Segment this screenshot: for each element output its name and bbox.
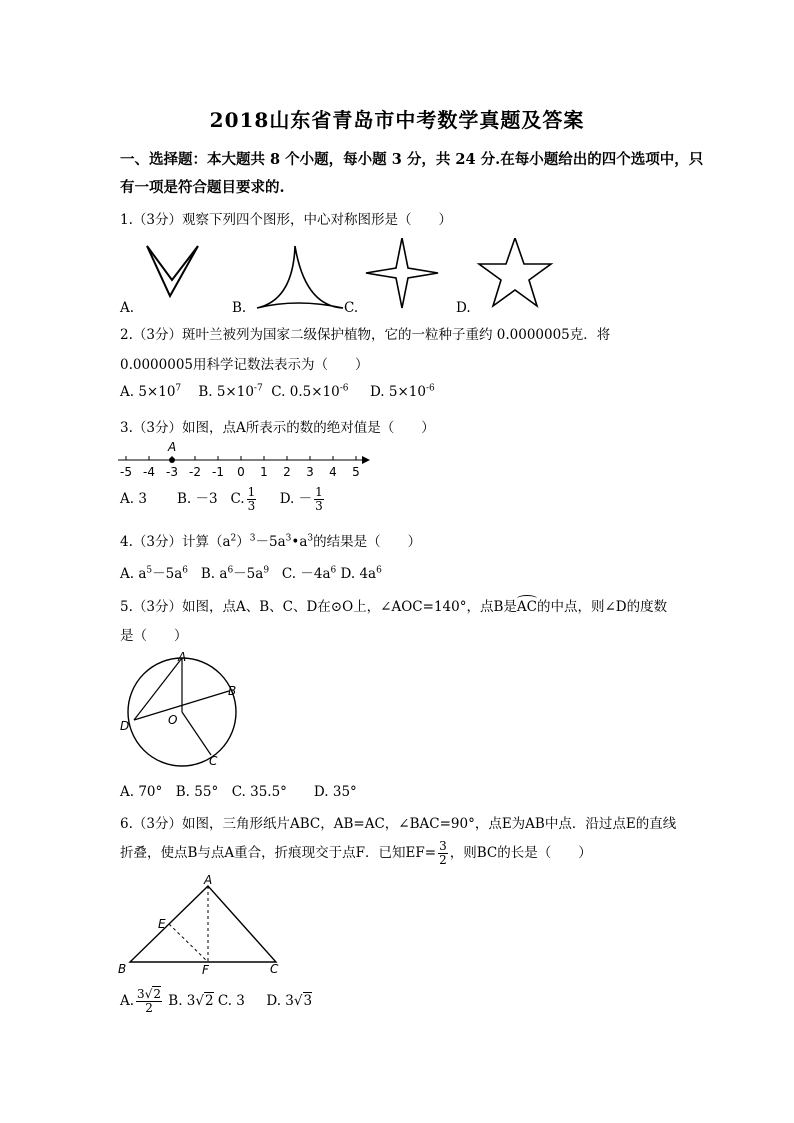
q1-option-c-label: C. (344, 300, 359, 316)
label-d: D (120, 719, 130, 733)
q2-option-c: C. 0.5×10 (271, 384, 340, 400)
q2-option-c-exp: -6 (339, 383, 349, 394)
q2-line2: 0.0000005用科学记数法表示为（ ） (120, 357, 369, 373)
point-a-dot (169, 457, 175, 463)
q4-option-d: D. $4a^6$ (340, 565, 382, 582)
page-title: 2018山东省青岛市中考数学真题及答案 (209, 108, 585, 132)
arc-ac: AC (516, 599, 537, 615)
q5-options: A. 70° B. 55° C. 35.5° D. 35° (120, 784, 357, 800)
number-line-tick-label: 2 (283, 465, 291, 479)
number-line-tick-label: -2 (189, 465, 201, 479)
q1-option-a-label: A. (120, 300, 135, 316)
q4-option-a: A. $a^5-5a^6$ (120, 565, 188, 582)
q1-figure-d-five-point-star (479, 238, 551, 306)
q6-option-c: C. 3 (217, 993, 245, 1009)
q1-option-b-label: B. (232, 300, 247, 316)
q2-option-d-exp: -6 (425, 383, 435, 394)
label-f: F (202, 963, 209, 977)
q6-option-a: A. $\frac{3√2}{2}$ (120, 987, 161, 1015)
q6-line1: 6.（3分）如图，三角形纸片ABC，AB=AC，∠BAC=90°，点E为AB中点．沿过点E的直线 (120, 816, 677, 832)
q3-option-b: B. －3 (176, 491, 218, 507)
q6-ef-fraction: $\frac{3}{2}$ (439, 839, 447, 867)
label-o: O (168, 713, 178, 727)
number-line-tick-label: 5 (352, 465, 360, 479)
q1-figure-a-chevron (147, 246, 198, 296)
segment-oc (182, 712, 211, 755)
number-line-tick-label: -1 (212, 465, 224, 479)
number-line-tick-label: -3 (166, 465, 178, 479)
q4-option-c: C. $-4a^6$ (281, 565, 337, 582)
label-e: E (158, 917, 166, 931)
q5-line1: 5.（3分）如图，点A、B、C、D在⊙O上，∠AOC=140°，点B是AC的中点，则∠D的度数 (120, 599, 668, 615)
q2-option-a: A. 5×10 (120, 384, 176, 400)
segment-da (134, 658, 182, 720)
q3-option-c-fraction: $\frac{1}{3}$ (247, 485, 256, 513)
q2-options (120, 384, 435, 400)
q2-option-b-exp: -7 (253, 383, 263, 394)
number-line-tick-label: 1 (260, 465, 268, 479)
label-c: C (270, 962, 279, 976)
q4-options (120, 562, 382, 582)
label-b: B (118, 962, 127, 976)
segment-ef (169, 924, 208, 962)
q3-stem: 3.（3分）如图，点A所表示的数的绝对值是（ ） (120, 420, 435, 436)
number-line-tick-label: 0 (237, 465, 245, 479)
number-line-arrow-icon (362, 456, 370, 464)
number-line-tick-label: 3 (306, 465, 314, 479)
label-b: B (228, 684, 237, 698)
q5-circle-figure (112, 648, 252, 770)
q3-options (120, 486, 326, 513)
q5-line2: 是（ ） (120, 628, 188, 644)
q1-figure-b-curved-triangle (257, 246, 343, 308)
q2-line1: 2.（3分）斑叶兰被列为国家二级保护植物，它的一粒种子重约 0.0000005克．将 (120, 327, 611, 343)
q2-option-d: D. 5×10 (369, 384, 426, 400)
q6-triangle-figure (112, 872, 292, 980)
q6-option-b: B. 3√2 (168, 993, 214, 1009)
q1-figure-c-four-point-star (366, 238, 438, 308)
label-a: A (178, 650, 187, 664)
q3-option-d: D. － (279, 491, 313, 507)
q6-options (120, 988, 312, 1015)
q3-option-d-fraction: $\frac{1}{3}$ (315, 485, 323, 513)
section-heading-line1: 一、选择题：本大题共 8 个小题，每小题 3 分，共 24 分.在每小题给出的四个选项中，只 (120, 151, 704, 168)
q3-option-c: C. (230, 491, 245, 507)
q6-option-d: D. 3√3 (266, 993, 313, 1009)
q4-option-b: B. $a^6-5a^9$ (200, 565, 270, 582)
q1-option-d-label: D. (456, 300, 471, 316)
triangle-abc (130, 886, 276, 962)
label-a: A (204, 873, 213, 887)
section-heading-line2: 有一项是符合题目要求的. (120, 179, 285, 196)
number-line-tick-label: 4 (329, 465, 337, 479)
q1-stem: 1.（3分）观察下列四个图形，中心对称图形是（ ） (120, 212, 452, 228)
point-a-label: A (168, 440, 177, 454)
number-line-tick-label: -5 (120, 465, 132, 479)
q2-option-b: B. 5×10 (198, 384, 254, 400)
label-c: C (209, 754, 218, 768)
q3-option-a: A. 3 (120, 491, 147, 507)
q4-stem: 4.（3分）计算$(a^2)^3-5a^3•a^3$的结果是（ ） (120, 533, 422, 550)
q6-line2: 折叠，使点B与点A重合，折痕现交于点F．已知EF= $\frac{3}{2}$ ，则BC的长是（ ） (120, 839, 592, 867)
number-line-tick-label: -4 (143, 465, 155, 479)
q2-option-a-exp: 7 (175, 383, 182, 394)
q3-number-line (112, 438, 382, 480)
